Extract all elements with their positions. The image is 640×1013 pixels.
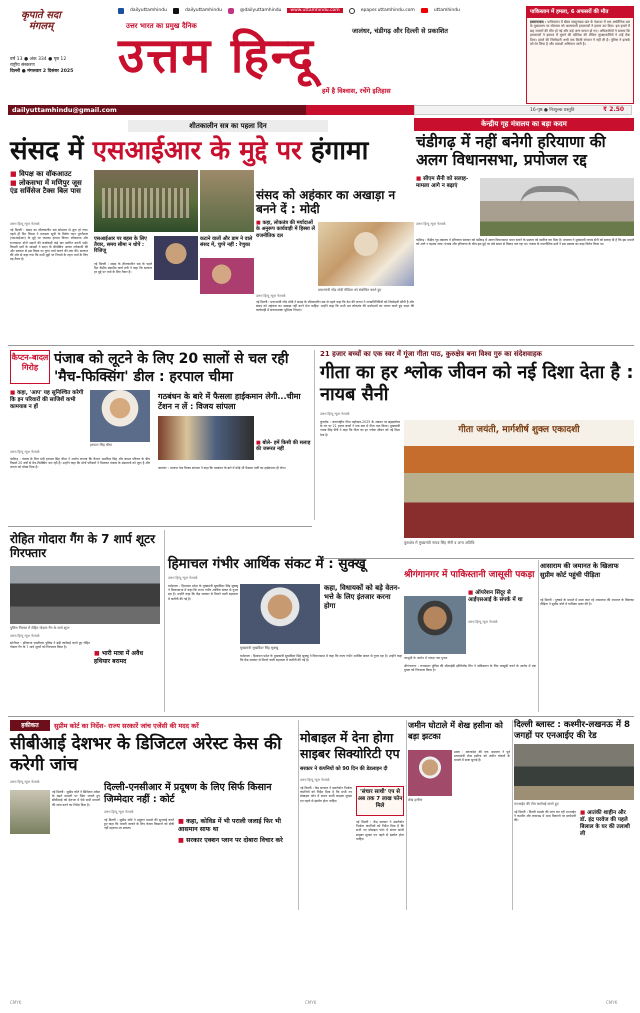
punjab-bullets (10, 390, 86, 411)
parliament-photo-2 (200, 170, 254, 232)
social-youtube[interactable]: uttamhindu (433, 8, 460, 13)
sampla-bullet-text: बोले- हमें किसी की सलाह की जरूरत नहीं (256, 440, 311, 453)
spy-body: श्रीगंगानगर : राजस्थान पुलिस की सीआईडी इंटेलिजेंस विंग ने पाकिस्तान के लिए जासूसी करने के आरोप में एक युवक को गिरफ्तार किया है। (404, 664, 536, 673)
social-x[interactable]: dailyuttamhindu (184, 8, 222, 13)
issue-info (10, 57, 118, 75)
editions-text: जालंधर, चंडीगढ़ और दिल्ली से प्रकाशित (352, 27, 449, 35)
lead-bullet2-text: कहा, लोकतंत्र की मर्यादाओं के अनुरूप कार्यवाही में हिस्सा लें राजनीतिक दल (256, 220, 315, 239)
modi-byline: उत्तम हिन्दू न्यूज नेटवर्क (256, 294, 286, 298)
godara-bullet: ■ भारी मात्रा में अवैध हथियार बरामद (94, 650, 144, 665)
website-link[interactable]: www.uttamhindu.com (287, 8, 342, 13)
chd-byline: उत्तम हिन्दू न्यूज नेटवर्क (416, 222, 446, 226)
column-rule (538, 560, 539, 712)
cmyk-mark-center: CMYK (305, 1000, 317, 1005)
email-address[interactable]: dailyuttamhindu@gmail.com (12, 106, 117, 114)
chd-body: चंडीगढ़ : केंद्रीय गृह मंत्रालय ने हरियाणा सरकार को चंडीगढ़ में अलग विधानसभा भवन बनाने के प्रस्ताव को खारिज कर दिया है। मंत्रालय ने मुख्यमंत्री नायब सैनी को सलाह दी है कि इस मामले को आगे न बढ़ाया जाए। पंजाब और हरियाणा के बीच इस मुद्दे पर लंबे समय से विवाद चल रहा था। पंजाब के राजनीतिक दलों ने इस प्रस्ताव का कड़ा विरोध किया था। (416, 238, 634, 247)
newspaper-title[interactable]: उत्तम हिन्दू (118, 28, 316, 84)
lead-body: नई दिल्ली : संसद का शीतकालीन सत्र सोमवार से शुरू हो गया। पहले ही दिन विपक्ष ने मतदाता सूची के विशेष गहन पुनरीक्षण (एसआईआर) के मुद्दे पर जमकर हंगामा किया। लोकसभा और राज्यसभा दोनों सदनों की कार्यवाही कई बार स्थगित करनी पड़ी। विपक्षी दलों के सांसदों ने सदन के बीचोंबीच आकर नारेबाजी की और सरकार से इस विषय पर तुरंत चर्चा कराने की मांग की। सरकार की ओर से कहा गया कि सभी मुद्दों पर नियमों के तहत चर्चा के लिए वह तैयार है। (10, 228, 88, 262)
hasina-photo (408, 750, 452, 796)
divider (8, 716, 634, 717)
lead-kicker: शीतकालीन सत्र का पहला दिन (128, 120, 328, 132)
pollution-headline[interactable]: दिल्ली-एनसीआर में प्रदूषण के लिए सिर्फ किसान जिम्मेदार नहीं : कोर्ट (104, 782, 272, 805)
price-label: 16-पृष्ठ ● निःशुल्क प्रस्तुति (530, 108, 575, 113)
cheema-caption: हरपाल सिंह चीमा (90, 443, 113, 447)
godara-photo (10, 566, 160, 624)
sampla-headline[interactable]: गठबंधन के बारे में फैसला हाईकमान लेगी...चीमा टेंशन न लें : विजय सांपला (158, 392, 301, 411)
email-bar-right (306, 105, 414, 115)
cmyk-mark-left: CMYK (10, 1000, 22, 1005)
punjab-bullet-text: कहा, 'आप' यह सुनिश्चित करेगी कि इन परिवारों की साजिशें कभी कामयाब न हों (10, 390, 84, 410)
delhi-bullet: ■ आतंकी शाहीन और डॉ. इंद्र परवेज की पहले बिलाल के घर की तलाशी ली (580, 810, 630, 837)
modi-photo (318, 222, 414, 286)
column-rule (164, 530, 165, 712)
cbi-tag: हकीकत (10, 720, 50, 731)
ear-body-text: पाकिस्तान में खैबर पख्तूनख्वा प्रांत के पेशावर में एक अर्धसैनिक बल के मुख्यालय पर सोमवार को आत्मघाती हमलावरों ने हमला कर दिया। इस हमले में छह जवानों की मौत हो गई और कई अन्य घायल हो गए। अधिकारियों ने बताया कि हमलावरों ने इमारत में घुसने की कोशिश की लेकिन सुरक्षाकर्मियों ने उन्हें रोक दिया। हमले की जिम्मेदारी अभी तक किसी संगठन ने नहीं ली है। पुलिस ने इलाके को घेर लिया है और तलाशी अभियान जारी है। (530, 19, 630, 47)
punjab-tag: कैप्टन-बादल गिरोह (10, 350, 50, 384)
nia-photo (514, 744, 634, 800)
lead-headline[interactable] (10, 138, 410, 165)
price-bar (414, 105, 632, 115)
sampla-photo (158, 416, 254, 460)
x-icon (173, 8, 179, 14)
gita-kicker: 21 हजार बच्चों का एक स्वर में गूंजा गीता पाठ, कुरुक्षेत्र बना विश्व गुरु का संदेशवाहक (320, 350, 542, 358)
social-facebook[interactable]: dailyuttamhindu (130, 8, 167, 13)
price: ₹ 2.50 (603, 106, 625, 113)
spy-caption: जासूसी के आरोप में पकड़ा गया युवक (404, 656, 448, 660)
gita-body: कुरुक्षेत्र : अंतरराष्ट्रीय गीता महोत्सव-2025 के अवसर पर ब्रह्मसरोवर के तट पर 21 हजार बच्चों ने एक स्वर में गीता पाठ किया। मुख्यमंत्री नायब सिंह सैनी ने कहा कि गीता का हर श्लोक जीवन को नई दिशा देता है। (320, 420, 400, 437)
sampla-bullet: ■ बोले- हमें किसी की सलाह की जरूरत नहीं (256, 440, 311, 453)
godara-bullet-text: भारी मात्रा में अवैध हथियार बरामद (94, 650, 144, 665)
chandigarh-assembly-photo (480, 178, 634, 236)
social-instagram[interactable]: @dailyuttamhindu (239, 8, 282, 13)
godara-headline[interactable]: रोहित गोदारा गैंग के 7 शार्प शूटर गिरफ्तार (10, 532, 156, 560)
slogan-badge (10, 10, 72, 54)
lead-bullets (10, 170, 88, 196)
rijiju-photo (154, 236, 198, 280)
spy-photo (404, 596, 466, 654)
pollution-body: नई दिल्ली : सुप्रीम कोर्ट ने प्रदूषण मामले की सुनवाई करते हुए कहा कि पराली जलाने के लिए केवल किसानों को दोषी नहीं ठहराया जा सकता। (104, 818, 174, 831)
lead-byline: उत्तम हिन्दू न्यूज नेटवर्क (10, 222, 40, 226)
ear-headline[interactable]: पाकिस्तान में हमला, 6 अफसरों की मौत (527, 7, 633, 18)
lead-bullet: ■ विपक्ष का वॉकआउट (10, 170, 72, 178)
lead-side-body: नई दिल्ली : संसद के शीतकालीन सत्र के पहले दिन केंद्रीय संसदीय कार्य मंत्री ने कहा कि सरकार हर मुद्दे पर चर्चा के लिए तैयार है। (94, 262, 152, 275)
lead-bullet2: ■ कहा, लोकतंत्र की मर्यादाओं के अनुरूप कार्यवाही में हिस्सा लें राजनीतिक दल (256, 220, 315, 239)
cyber-subhead: सरकार ने कंपनियों को 90 दिन की डेडलाइन दी (300, 766, 388, 772)
punjab-headline[interactable]: पंजाब को लूटने के लिए 20 सालों से चल रही 'मैच-फिक्सिंग' डील : हरपाल चीमा (54, 351, 289, 385)
spy-byline: उत्तम हिन्दू न्यूज नेटवर्क (468, 620, 498, 624)
pollution-bullets (178, 818, 296, 845)
chd-headline[interactable]: चंडीगढ़ में नहीं बनेगी हरियाणा की अलग विधानसभा, प्रपोजल रद्द (416, 133, 606, 169)
divider (8, 345, 634, 346)
godara-body: सोनीपत : हरियाणा एसटीएफ पुलिस ने बड़ी कार्रवाई करते हुए रोहित गोदारा गैंग के 7 शार्प शूटरों को गिरफ्तार किया है। (10, 641, 90, 650)
epaper-link[interactable]: epaper.uttamhindu.com (360, 8, 415, 13)
renuka-photo (200, 258, 254, 294)
cyber-body-2: नई दिल्ली : केंद्र सरकार ने स्मार्टफोन निर्माता कंपनियों को निर्देश दिया है कि सभी नए मोबाइल फोन में संचार साथी साइबर सुरक्षा एप पहले से इंस्टॉल होना चाहिए। (356, 820, 404, 841)
cyber-box-text: 'संचार साथी' एप से अब तक 7 लाख फोन मिले (357, 789, 403, 809)
cbi-byline: उत्तम हिन्दू न्यूज नेटवर्क (10, 780, 40, 784)
pollution-bullet: ■ सरकार एक्शन प्लान पर दोबारा विचार करे (178, 837, 283, 844)
supreme-court-photo (10, 790, 50, 834)
sampla-body: जालंधर : भाजपा नेता विजय सांपला ने कहा कि गठबंधन के बारे में कोई भी फैसला पार्टी का हाईकमान ही लेगा। (158, 466, 286, 470)
cbi-headline[interactable]: सीबीआई देशभर के डिजिटल अरेस्ट केस की करेगी जांच (10, 734, 282, 775)
lead-bullet: ■ लोकसभा में मणिपुर जूस एंड सर्विसेज टैक्स बिल पास (10, 178, 82, 195)
asaram-body: नई दिल्ली : दुष्कर्म के मामले में सजा काट रहे आसाराम की जमानत के खिलाफ पीड़िता ने सुप्रीम कोर्ट में याचिका दायर की है। (540, 598, 634, 607)
lead-caption2: कटाने वालों और डाम ने वाले संसद में, चुप्पे नहीं : रेणुका (200, 236, 253, 249)
ear-box (526, 6, 634, 104)
hasina-body: ढाका : बांग्लादेश की एक अदालत ने पूर्व प्रधानमंत्री शेख हसीना को जमीन घोटाले के मामले में सजा सुनाई है। (454, 750, 510, 763)
column-rule (406, 720, 407, 910)
gita-banner: गीता जयंती, मार्गशीर्ष शुक्ल एकादशी (458, 425, 580, 435)
pollution-byline: उत्तम हिन्दू न्यूज नेटवर्क (104, 810, 134, 814)
spy-bullet: ■ ऑपरेशन सिंदूर से आईएसआई के संपर्क में था (468, 590, 523, 603)
chd-bullet: ■ सीएम सैनी को सलाह- मामला आगे न बढ़ाएं (416, 176, 469, 189)
issue-number: वर्ष 13 ● अंक 334 ● पृष्ठ 12 (10, 57, 67, 62)
punjab-bullet: ■ कहा, 'आप' यह सुनिश्चित करेगी कि इन परिवारों की साजिशें कभी कामयाब न हों (10, 390, 84, 410)
chd-bullets (416, 176, 476, 190)
social-bar (118, 6, 510, 15)
slogan-text: कृपाते सदा मंगलम् (21, 10, 61, 32)
lead-headline-c: हंगामा (310, 136, 369, 166)
gita-byline: उत्तम हिन्दू न्यूज नेटवर्क (320, 412, 350, 416)
hasina-headline[interactable]: जमीन घोटाले में शेख हसीना को बड़ा झटका (408, 720, 503, 741)
punjab-body: चंडीगढ़ : पंजाब के वित्त मंत्री हरपाल सिंह चीमा ने आरोप लगाया कि कैप्टन अमरिंदर सिंह और बादल परिवार के बीच पिछले 20 वर्षों से मैच-फिक्सिंग चल रही है। उन्होंने कहा कि दोनों परिवारों ने मिलकर पंजाब के संसाधनों को लूटा है और जनता को धोखा दिया है। (10, 457, 150, 470)
himachal-headline[interactable]: हिमाचल गंभीर आर्थिक संकट में : सुक्खू (168, 556, 366, 572)
chd-bullet-text: सीएम सैनी को सलाह- मामला आगे न बढ़ाएं (416, 176, 469, 189)
cmyk-mark-right: CMYK (606, 1000, 618, 1005)
himachal-subheadline[interactable]: कहा, विधायकों को बड़े वेतन-भत्ते के लिए इंतजार करना होगा (324, 584, 400, 610)
cyber-box (356, 786, 404, 816)
edition-name: राष्ट्रीय संस्करण (10, 63, 35, 68)
tagline: उत्तर भारत का प्रमुख दैनिक (126, 22, 197, 30)
sukhu-photo (240, 584, 320, 644)
facebook-icon (118, 8, 124, 14)
lead-photo-caption: एसआईआर पर बहस के लिए तैयार, समय सीमा न थोपें : रिजिजू (94, 236, 147, 255)
chd-kicker: केन्द्रीय गृह मंत्रालय का बड़ा कदम (414, 118, 634, 131)
cyber-body: नई दिल्ली : केंद्र सरकार ने स्मार्टफोन निर्माता कंपनियों को निर्देश दिया है कि सभी नए मोबाइल फोन में संचार साथी साइबर सुरक्षा एप पहले से इंस्टॉल होना चाहिए। (300, 786, 352, 803)
cbi-kicker: सुप्रीम कोर्ट का निर्देश- राज्य सरकारें जांच एजेंसी की मदद करें (54, 722, 199, 730)
column-rule (314, 350, 315, 520)
parliament-photo (94, 170, 198, 232)
globe-icon (349, 8, 355, 14)
modi-caption: प्रधानमंत्री नरेंद्र मोदी मीडिया को संबोधित करते हुए (318, 288, 382, 292)
sampla-bullets (256, 440, 312, 453)
lead-subheadline[interactable]: संसद को अहंकार का अखाड़ा न बनने दें : मोदी (256, 188, 396, 216)
hasina-caption: शेख हसीना (408, 798, 423, 802)
himachal-byline: उत्तम हिन्दू न्यूज नेटवर्क (168, 576, 198, 580)
column-rule (298, 720, 299, 910)
pollution-bullet-text: कहा, कोविड में भी पराली जलाई फिर भी आसमान साफ था (178, 818, 281, 833)
cheema-photo (90, 390, 150, 442)
asaram-headline[interactable]: आसाराम की जमानत के खिलाफ सुप्रीम कोर्ट पहुंची पीड़िता (540, 562, 619, 579)
cyber-byline: उत्तम हिन्दू न्यूज नेटवर्क (300, 778, 330, 782)
godara-byline: उत्तम हिन्दू न्यूज नेटवर्क (10, 634, 40, 638)
motto: हमें है विश्वास, रचेंगे इतिहास (322, 87, 391, 95)
himachal-body: धर्मशाला : हिमाचल प्रदेश के मुख्यमंत्री सुखविंदर सिंह सुक्खू ने विधानसभा में कहा कि राज्य गंभीर आर्थिक संकट से गुजर रहा है। उन्होंने कहा कि केंद्र सरकार से मिलने वाली सहायता में कटौती की गई है। (168, 584, 238, 601)
pollution-bullet-text: सरकार एक्शन प्लान पर दोबारा विचार करे (186, 837, 283, 844)
gita-headline[interactable]: गीता का हर श्लोक जीवन को नई दिशा देता है : नायब सैनी (320, 362, 634, 405)
lead-headline-a: संसद में (10, 136, 93, 166)
ear-body (527, 18, 633, 50)
himachal-body-2: धर्मशाला : हिमाचल प्रदेश के मुख्यमंत्री सुखविंदर सिंह सुक्खू ने विधानसभा में कहा कि राज्य गंभीर आर्थिक संकट से गुजर रहा है। उन्होंने कहा कि केंद्र सरकार से मिलने वाली सहायता में कटौती की गई है। (240, 654, 402, 663)
nia-caption: एनआईए की टीम कार्रवाई करते हुए (514, 802, 559, 806)
lead-bullet-text: लोकसभा में मणिपुर जूस एंड सर्विसेज टैक्स बिल पास (10, 178, 82, 195)
sukhu-caption: मुख्यमंत्री सुखविंदर सिंह सुक्खू (240, 646, 279, 650)
pollution-bullet: ■ कहा, कोविड में भी पराली जलाई फिर भी आसमान साफ था (178, 818, 281, 833)
divider (8, 526, 312, 527)
youtube-icon (421, 8, 428, 13)
modi-body: नई दिल्ली : प्रधानमंत्री नरेंद्र मोदी ने संसद के शीतकालीन सत्र से पहले कहा कि देश की जनता ने जनप्रतिनिधियों को जिम्मेदारी सौंपी है और संसद को अहंकार का अखाड़ा नहीं बनने देना चाहिए। उन्होंने कहा कि सभी दल लोकतंत्र की मर्यादाओं का पालन करते हुए सदन की कार्यवाही में सकारात्मक भूमिका निभाएं। (256, 300, 414, 313)
cyber-headline[interactable]: मोबाइल में देना होगा साइबर सिक्योरिटी एप (300, 730, 400, 761)
gita-photo (404, 420, 634, 538)
ear-dateline: इस्लामाबाद : (530, 19, 547, 24)
punjab-byline: उत्तम हिन्दू न्यूज नेटवर्क (10, 450, 40, 454)
spy-headline[interactable]: श्रीगंगानगर में पाकिस्तानी जासूसी पकड़ा (404, 570, 535, 580)
delhi-body: नई दिल्ली : दिल्ली धमाके की जांच कर रही एनआईए ने कश्मीर और लखनऊ में आठ ठिकानों पर छापेमारी की। (514, 810, 576, 823)
lead-headline-b: एसआईआर के मुद्दे पर (92, 136, 311, 166)
godara-caption: पुलिस गिरफ्त में रोहित गोदारा गैंग के शार्प शूटर (10, 626, 70, 630)
delhi-headline[interactable]: दिल्ली ब्लास्ट : कश्मीर-लखनऊ में 8 जगहों पर एनआईए की रेड (514, 720, 631, 741)
lead-bullets2 (256, 220, 316, 239)
issue-date: दिल्ली ● मंगलवार 2 दिसंबर 2025 (10, 69, 74, 74)
column-rule (512, 720, 513, 910)
delhi-bullet-text: आतंकी शाहीन और डॉ. इंद्र परवेज की पहले बिलाल के घर की तलाशी ली (580, 810, 630, 837)
spy-bullet-text: ऑपरेशन सिंदूर से आईएसआई के संपर्क में था (468, 590, 523, 603)
lead-bullet-text: विपक्ष का वॉकआउट (19, 170, 72, 178)
instagram-icon (228, 8, 234, 14)
cbi-body: नई दिल्ली : सुप्रीम कोर्ट ने डिजिटल अरेस्ट के बढ़ते मामलों पर चिंता जताते हुए सीबीआई को देशभर में ऐसे सभी मामलों की जांच करने का निर्देश दिया है। (52, 790, 100, 807)
gita-caption: कुरुक्षेत्र में मुख्यमंत्री नायब सिंह सैनी व अन्य अतिथि (404, 540, 475, 545)
